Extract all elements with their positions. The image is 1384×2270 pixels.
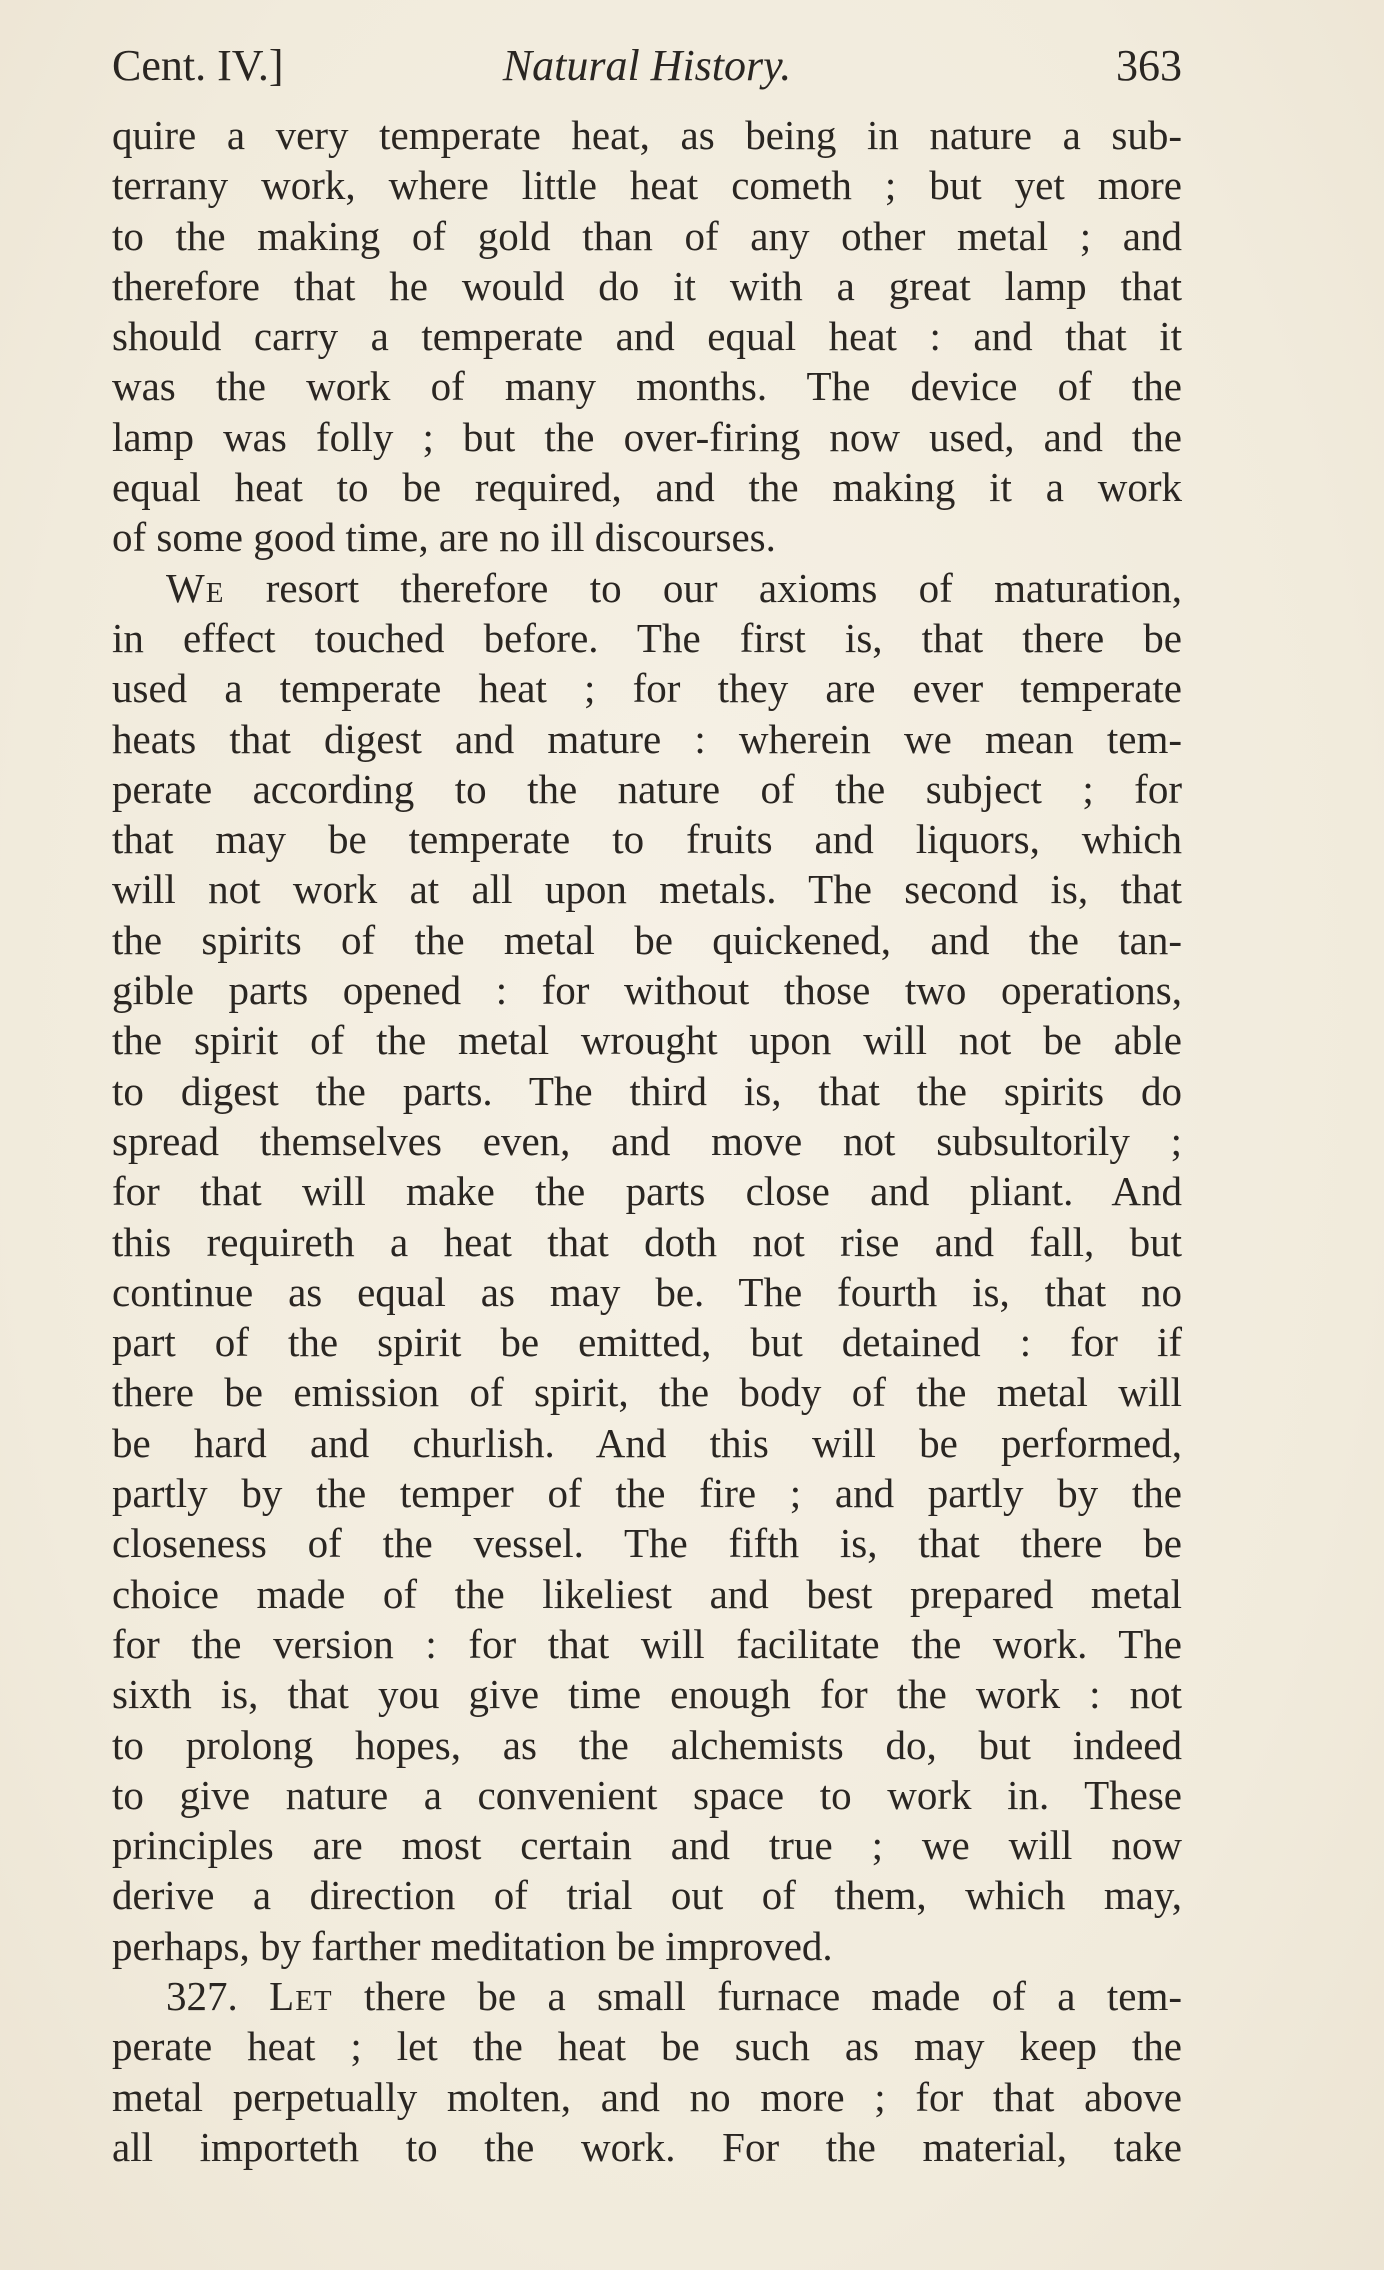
text-line: part of the spirit be emitted, but detained : for if — [112, 1319, 1182, 1366]
text-line: to digest the parts. The third is, that the spirits do — [112, 1067, 1182, 1114]
text-line: heats that digest and mature : wherein we mean tem- — [112, 715, 1182, 762]
paragraph-lead-word: Let — [269, 1972, 333, 2019]
text-line: gible parts opened : for without those two operations, — [112, 967, 1182, 1014]
text-line: therefore that he would do it with a great lamp that — [112, 262, 1182, 309]
text-line: lamp was folly ; but the over-firing now used, and the — [112, 413, 1182, 460]
text-line: partly by the temper of the fire ; and partly by the — [112, 1470, 1182, 1517]
text-line: choice made of the likeliest and best prepared metal — [112, 1570, 1182, 1617]
text-line: that may be temperate to fruits and liquors, which — [112, 816, 1182, 863]
paragraph-start-line — [112, 563, 1182, 613]
text-line: to give nature a convenient space to work in. These — [112, 1771, 1182, 1818]
paragraph-lead-word: We — [166, 564, 225, 611]
text-line: to the making of gold than of any other metal ; and — [112, 212, 1182, 259]
text-line: this requireth a heat that doth not rise and fall, but — [112, 1218, 1182, 1265]
text-line: should carry a temperate and equal heat : and that it — [112, 313, 1182, 360]
running-head — [112, 36, 1182, 96]
body-text — [112, 110, 1182, 2172]
paragraph-end-line: of some good time, are no ill discourses. — [112, 514, 776, 561]
text-line: equal heat to be required, and the making it a work — [112, 464, 1182, 511]
text-line: sixth is, that you give time enough for the work : not — [112, 1671, 1182, 1718]
text-line: quire a very temperate heat, as being in nature a sub- — [112, 112, 1182, 158]
text-line: metal perpetually molten, and no more ; for that above — [112, 2073, 1182, 2120]
page-number: 363 — [1116, 41, 1182, 90]
section-number: 327. — [166, 1972, 238, 2019]
text-line: the spirit of the metal wrought upon will not be able — [112, 1017, 1182, 1064]
text-line: for that will make the parts close and pliant. And — [112, 1168, 1182, 1215]
text-line: terrany work, where little heat cometh ; but yet more — [112, 162, 1182, 209]
text-line: used a temperate heat ; for they are ever temperate — [112, 665, 1182, 712]
line-remainder: there be a small furnace made of a tem- — [332, 1972, 1183, 2019]
text-line: will not work at all upon metals. The second is, that — [112, 866, 1182, 913]
text-line: the spirits of the metal be quickened, and the tan- — [112, 916, 1182, 963]
paragraph-end-line: perhaps, by farther meditation be improved. — [112, 1922, 833, 1969]
text-line: for the version : for that will facilitate the work. The — [112, 1620, 1182, 1667]
text-line: principles are most certain and true ; we will now — [112, 1822, 1182, 1869]
text-line: perate according to the nature of the subject ; for — [112, 765, 1182, 812]
running-title: Natural History. — [502, 41, 792, 90]
text-line: closeness of the vessel. The fifth is, that there be — [112, 1520, 1182, 1567]
text-line: was the work of many months. The device of the — [112, 363, 1182, 410]
text-line: there be emission of spirit, the body of the metal will — [112, 1369, 1182, 1416]
text-line: continue as equal as may be. The fourth is, that no — [112, 1268, 1182, 1315]
text-line: be hard and churlish. And this will be performed, — [112, 1419, 1182, 1466]
text-line: spread themselves even, and move not subsultorily ; — [112, 1117, 1182, 1164]
section-start-line — [112, 1971, 1182, 2021]
chapter-reference: Cent. IV.] — [112, 41, 284, 90]
text-line: to prolong hopes, as the alchemists do, but indeed — [112, 1721, 1182, 1768]
text-line: all importeth to the work. For the material, take — [112, 2123, 1182, 2170]
text-line: perate heat ; let the heat be such as may keep the — [112, 2023, 1182, 2070]
text-line: in effect touched before. The first is, that there be — [112, 614, 1182, 661]
line-remainder: resort therefore to our axioms of maturation, — [224, 564, 1182, 611]
text-line: derive a direction of trial out of them, which may, — [112, 1872, 1182, 1919]
